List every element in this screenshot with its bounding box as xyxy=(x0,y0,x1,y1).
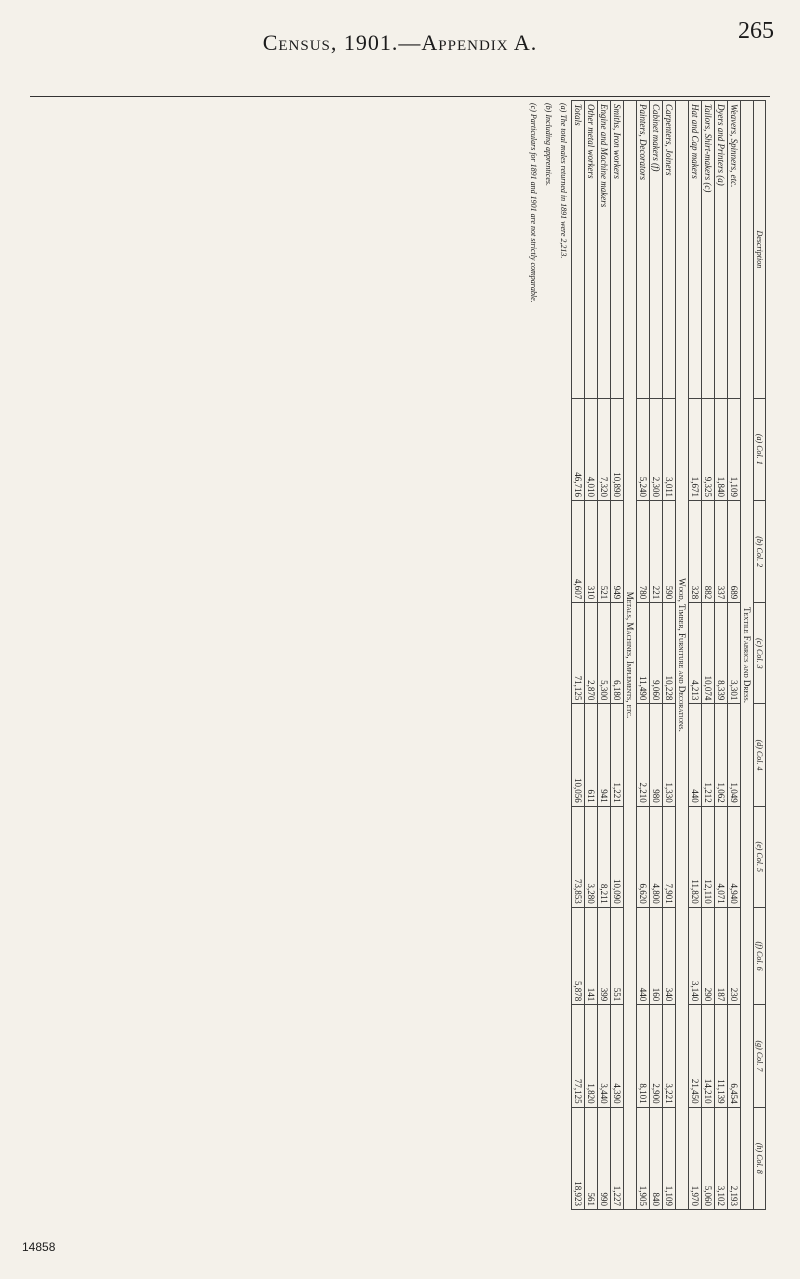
table-cell: 5,300 xyxy=(598,603,611,704)
table-cell: 3,011 xyxy=(663,398,676,500)
page-number: 265 xyxy=(738,18,774,44)
table-cell: 310 xyxy=(585,500,598,602)
totals-cell: 77,125 xyxy=(572,1005,585,1107)
totals-cell: 46,716 xyxy=(572,398,585,500)
table-cell: 1,227 xyxy=(611,1107,624,1209)
table-cell: 2,193 xyxy=(728,1107,741,1209)
column-header: (h) Col. 8 xyxy=(754,1107,766,1209)
table-cell: 337 xyxy=(715,500,728,602)
table-cell: 340 xyxy=(663,907,676,1005)
table-row xyxy=(728,101,741,1210)
section-title: Metals, Machines, Implements, etc. xyxy=(624,101,637,1210)
footnote: (a) The total males returned in 1891 were 2,213. xyxy=(559,103,568,259)
table-cell: 521 xyxy=(598,500,611,602)
table-row xyxy=(585,101,598,1210)
table-cell: 10,090 xyxy=(611,806,624,907)
row-label: Painters, Decorators xyxy=(637,101,650,399)
table-cell: 6,180 xyxy=(611,603,624,704)
table-cell: 3,102 xyxy=(715,1107,728,1209)
totals-cell: 18,923 xyxy=(572,1107,585,1209)
table-cell: 1,109 xyxy=(728,398,741,500)
row-label: Engine and Machine makers xyxy=(598,101,611,399)
table-row xyxy=(715,101,728,1210)
table-cell: 11,820 xyxy=(689,806,702,907)
table-cell: 3,301 xyxy=(728,603,741,704)
table-cell: 12,110 xyxy=(702,806,715,907)
table-cell: 440 xyxy=(689,704,702,806)
table-cell: 8,339 xyxy=(715,603,728,704)
table-header-row xyxy=(754,101,766,1210)
table-cell: 689 xyxy=(728,500,741,602)
table-cell: 10,228 xyxy=(663,603,676,704)
row-label: Weavers, Spinners, etc. xyxy=(728,101,741,399)
table-cell: 5,240 xyxy=(637,398,650,500)
row-label: Tailors, Shirt-makers (c) xyxy=(702,101,715,399)
table-cell: 3,280 xyxy=(585,806,598,907)
section-heading-row xyxy=(741,101,754,1210)
table-cell: 9,325 xyxy=(702,398,715,500)
table-cell: 10,890 xyxy=(611,398,624,500)
table-cell: 590 xyxy=(663,500,676,602)
table-cell: 840 xyxy=(650,1107,663,1209)
totals-cell: 10,056 xyxy=(572,704,585,806)
column-header: Description xyxy=(754,101,766,399)
table-notes xyxy=(526,100,571,1210)
table-cell: 11,139 xyxy=(715,1005,728,1107)
table-row xyxy=(598,101,611,1210)
table-cell: 160 xyxy=(650,907,663,1005)
table-cell: 328 xyxy=(689,500,702,602)
section-title: Textile Fabrics and Dress. xyxy=(741,101,754,1210)
table-body xyxy=(572,101,754,1210)
column-header: (c) Col. 3 xyxy=(754,603,766,704)
table-cell: 10,074 xyxy=(702,603,715,704)
table-row xyxy=(689,101,702,1210)
table-cell: 1,970 xyxy=(689,1107,702,1209)
table-cell: 780 xyxy=(637,500,650,602)
row-label: Dyers and Printers (a) xyxy=(715,101,728,399)
table-cell: 141 xyxy=(585,907,598,1005)
page-header: Census, 1901.—Appendix A. xyxy=(262,30,538,55)
table-row xyxy=(637,101,650,1210)
column-header: (b) Col. 2 xyxy=(754,500,766,602)
table-cell: 4,390 xyxy=(611,1005,624,1107)
table-cell: 8,101 xyxy=(637,1005,650,1107)
footnote: (c) Particulars for 1891 and 1901 are not strictly comparable. xyxy=(529,103,538,303)
table-cell: 14,210 xyxy=(702,1005,715,1107)
table-cell: 2,210 xyxy=(637,704,650,806)
row-label: Hat and Cap makers xyxy=(689,101,702,399)
margin-code: 14858 xyxy=(22,1240,56,1254)
table-cell: 561 xyxy=(585,1107,598,1209)
table-cell: 4,010 xyxy=(585,398,598,500)
table-cell: 1,820 xyxy=(585,1005,598,1107)
table-cell: 2,870 xyxy=(585,603,598,704)
row-label: Carpenters, Joiners xyxy=(663,101,676,399)
table-cell: 4,800 xyxy=(650,806,663,907)
table-cell: 440 xyxy=(637,907,650,1005)
section-title: Wood, Timber, Furniture and Decorations. xyxy=(676,101,689,1210)
table-cell: 11,490 xyxy=(637,603,650,704)
table-cell: 230 xyxy=(728,907,741,1005)
totals-cell: 73,853 xyxy=(572,806,585,907)
table-cell: 7,901 xyxy=(663,806,676,907)
totals-cell: 4,607 xyxy=(572,500,585,602)
table-cell: 290 xyxy=(702,907,715,1005)
column-header: (g) Col. 7 xyxy=(754,1005,766,1107)
totals-cell: 5,878 xyxy=(572,907,585,1005)
table-container xyxy=(36,100,766,1210)
table-cell: 990 xyxy=(598,1107,611,1209)
footnote: (b) Including apprentices. xyxy=(544,103,553,187)
table-cell: 1,221 xyxy=(611,704,624,806)
table-cell: 4,071 xyxy=(715,806,728,907)
table-cell: 980 xyxy=(650,704,663,806)
table-row xyxy=(650,101,663,1210)
table-cell: 21,450 xyxy=(689,1005,702,1107)
section-heading-row xyxy=(624,101,637,1210)
row-label: Cabinet makers (f) xyxy=(650,101,663,399)
table-cell: 1,905 xyxy=(637,1107,650,1209)
table-cell: 7,320 xyxy=(598,398,611,500)
table-cell: 949 xyxy=(611,500,624,602)
table-row xyxy=(702,101,715,1210)
totals-row xyxy=(572,101,585,1210)
rotated-table-area xyxy=(36,100,766,1210)
section-heading-row xyxy=(676,101,689,1210)
table-cell: 8,211 xyxy=(598,806,611,907)
table-cell: 2,900 xyxy=(650,1005,663,1107)
table-cell: 221 xyxy=(650,500,663,602)
table-cell: 1,671 xyxy=(689,398,702,500)
table-cell: 1,109 xyxy=(663,1107,676,1209)
row-label: Other metal workers xyxy=(585,101,598,399)
table-cell: 9,060 xyxy=(650,603,663,704)
table-cell: 1,330 xyxy=(663,704,676,806)
table-cell: 6,454 xyxy=(728,1005,741,1107)
table-cell: 1,049 xyxy=(728,704,741,806)
table-cell: 882 xyxy=(702,500,715,602)
table-cell: 941 xyxy=(598,704,611,806)
table-cell: 3,440 xyxy=(598,1005,611,1107)
totals-cell: 71,125 xyxy=(572,603,585,704)
table-cell: 4,213 xyxy=(689,603,702,704)
row-label: Smiths, Iron workers xyxy=(611,101,624,399)
table-cell: 1,062 xyxy=(715,704,728,806)
table-cell: 6,620 xyxy=(637,806,650,907)
table-cell: 611 xyxy=(585,704,598,806)
table-cell: 5,060 xyxy=(702,1107,715,1209)
table-cell: 399 xyxy=(598,907,611,1005)
table-cell: 1,840 xyxy=(715,398,728,500)
column-header: (d) Col. 4 xyxy=(754,704,766,806)
table-row xyxy=(611,101,624,1210)
table-cell: 551 xyxy=(611,907,624,1005)
table-cell: 3,221 xyxy=(663,1005,676,1107)
column-header: (e) Col. 5 xyxy=(754,806,766,907)
table-cell: 2,300 xyxy=(650,398,663,500)
column-header: (a) Col. 1 xyxy=(754,398,766,500)
header-divider xyxy=(30,96,770,97)
table-cell: 1,212 xyxy=(702,704,715,806)
column-header: (f) Col. 6 xyxy=(754,907,766,1005)
occupation-table xyxy=(571,100,766,1210)
totals-label: Totals xyxy=(572,101,585,399)
table-cell: 3,140 xyxy=(689,907,702,1005)
table-cell: 187 xyxy=(715,907,728,1005)
table-row xyxy=(663,101,676,1210)
table-cell: 4,940 xyxy=(728,806,741,907)
